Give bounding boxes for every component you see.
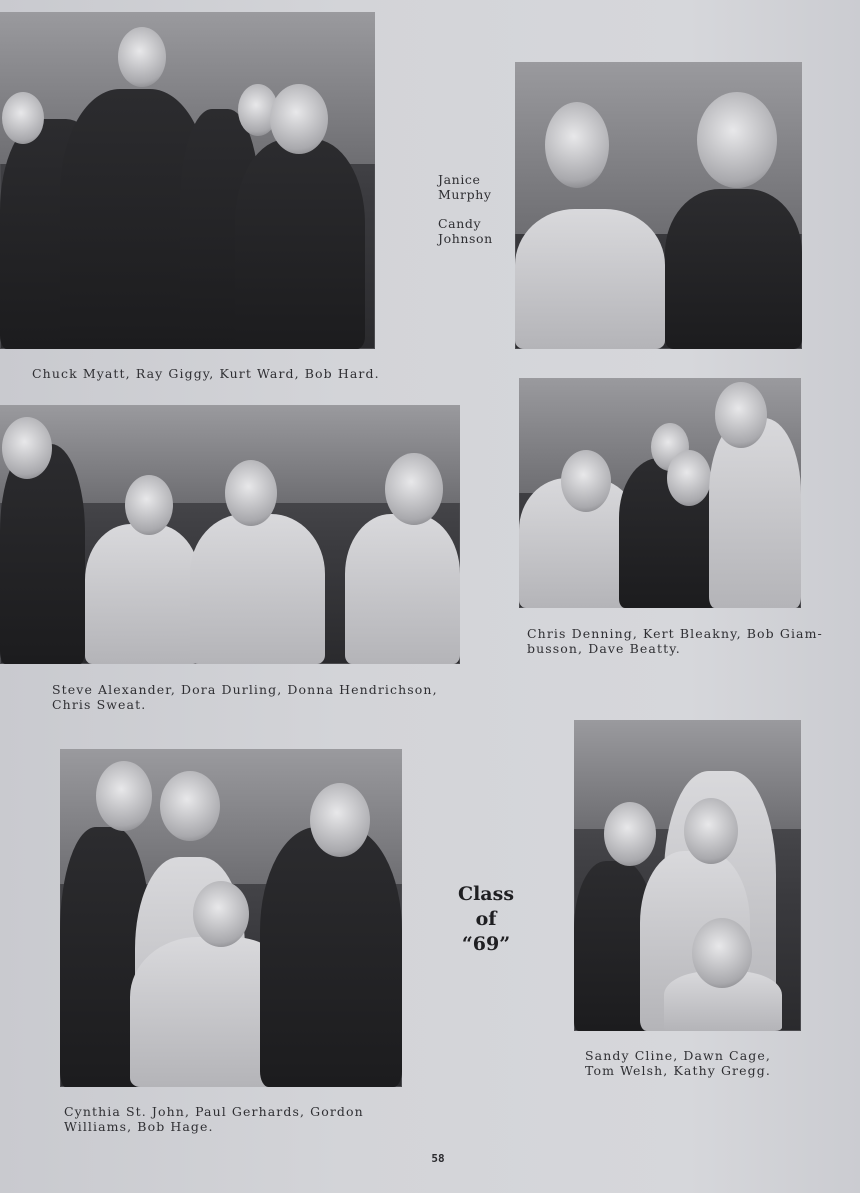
photo-head (270, 84, 328, 154)
photo-figure (515, 209, 665, 349)
name-label-janice-murphy: Janice Murphy (438, 172, 492, 202)
photo-four-students-with-books (0, 405, 460, 664)
photo-figure (665, 189, 802, 349)
class-title-line-2: of (475, 908, 497, 930)
class-title (440, 882, 532, 957)
photo-four-students-posed (60, 749, 402, 1087)
photo-head (96, 761, 152, 831)
photo-figure (345, 514, 460, 664)
caption-photo-3: Steve Alexander, Dora Durling, Donna Hendrichson, Chris Sweat. (52, 682, 438, 712)
caption-photo-6: Sandy Cline, Dawn Cage, Tom Welsh, Kathy Gregg. (585, 1048, 771, 1078)
photo-two-girls (515, 62, 802, 349)
photo-head (118, 27, 166, 87)
photo-head (715, 382, 767, 448)
photo-figure (235, 139, 365, 349)
photo-figure (709, 418, 801, 608)
photo-head (385, 453, 443, 525)
photo-figure (85, 524, 200, 664)
photo-head-overflow (682, 692, 744, 756)
photo-head (2, 417, 52, 479)
photo-head (697, 92, 777, 188)
photo-head (692, 918, 752, 988)
photo-head (667, 450, 711, 506)
photo-head (545, 102, 609, 188)
photo-head (225, 460, 277, 526)
photo-figure (260, 827, 402, 1087)
name-label-candy-johnson: Candy Johnson (438, 216, 493, 246)
caption-photo-5: Cynthia St. John, Paul Gerhards, Gordon Williams, Bob Hage. (64, 1104, 364, 1134)
photo-head (2, 92, 44, 144)
photo-head (193, 881, 249, 947)
photo-group-four-boys (0, 12, 375, 349)
photo-figure (0, 444, 85, 664)
photo-head (684, 798, 738, 864)
photo-head (561, 450, 611, 512)
photo-head (310, 783, 370, 857)
caption-photo-4: Chris Denning, Kert Bleakny, Bob Giam-busson, Dave Beatty. (527, 626, 823, 656)
class-title-line-1: Class (457, 883, 515, 905)
photo-head (604, 802, 656, 866)
photo-figure (190, 514, 325, 664)
photo-head (125, 475, 173, 535)
photo-four-boys-with-puppet (519, 378, 801, 608)
page-number: 58 (431, 1152, 445, 1165)
class-title-line-3: “69” (461, 933, 511, 955)
photo-four-students-standing (574, 720, 801, 1031)
caption-photo-1: Chuck Myatt, Ray Giggy, Kurt Ward, Bob Hard. (32, 366, 380, 381)
photo-head (160, 771, 220, 841)
